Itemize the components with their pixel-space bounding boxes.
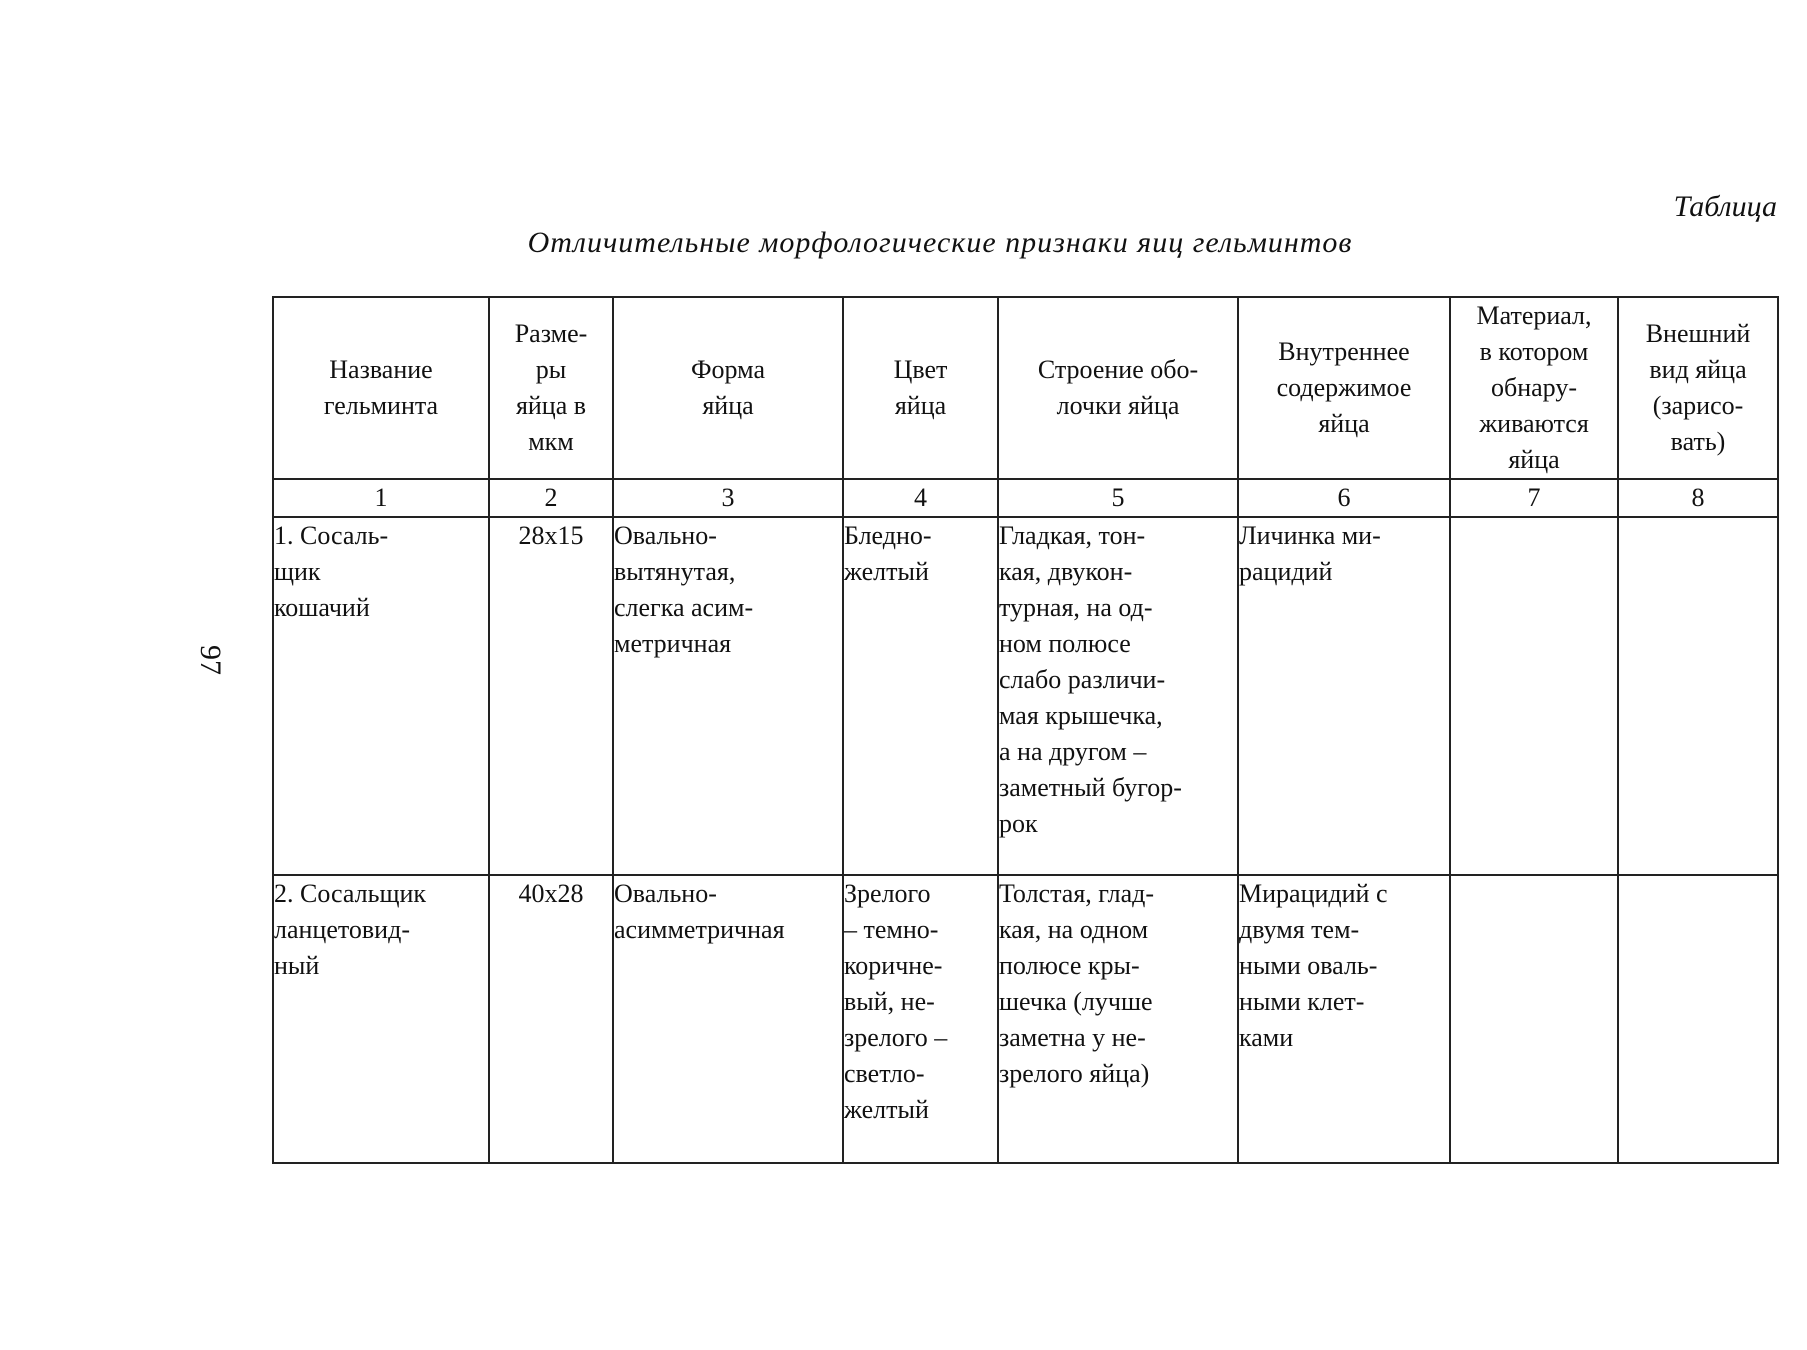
column-number: 5	[998, 479, 1238, 517]
column-number: 2	[489, 479, 613, 517]
header-cell: Строение обо- лочки яйца	[998, 297, 1238, 479]
header-cell: Название гельминта	[273, 297, 489, 479]
egg-appearance-cell	[1618, 875, 1778, 1163]
table-label: Таблица	[1673, 190, 1777, 223]
header-row	[273, 297, 1778, 479]
column-number-row	[273, 479, 1778, 517]
table-row	[273, 875, 1778, 1163]
egg-color-cell: Бледно- желтый	[843, 517, 998, 875]
column-number: 7	[1450, 479, 1618, 517]
column-number: 1	[273, 479, 489, 517]
helminth-eggs-table	[272, 296, 1779, 1164]
table-row	[273, 517, 1778, 875]
egg-appearance-cell	[1618, 517, 1778, 875]
header-cell: Материал, в котором обнару- живаются яйца	[1450, 297, 1618, 479]
helminth-name-cell: 2. Сосальщик ланцетовид- ный	[273, 875, 489, 1163]
egg-shell-cell: Гладкая, тон- кая, двукон- турная, на од- ном полюсе слабо различи- мая крышечка, а на другом – заметный бугор- рок	[998, 517, 1238, 875]
table-title: Отличительные морфологические признаки яиц гельминтов	[527, 226, 1353, 259]
egg-content-cell: Мирацидий с двумя тем- ными оваль- ными клет- ками	[1238, 875, 1450, 1163]
egg-shape-cell: Овально- асимметричная	[613, 875, 843, 1163]
egg-color-cell: Зрелого – темно- коричне- вый, не- зрелого – светло- желтый	[843, 875, 998, 1163]
egg-material-cell	[1450, 517, 1618, 875]
egg-shell-cell: Толстая, глад- кая, на одном полюсе кры- шечка (лучше заметна у не- зрелого яйца)	[998, 875, 1238, 1163]
header-cell: Цвет яйца	[843, 297, 998, 479]
header-cell: Внешний вид яйца (зарисо- вать)	[1618, 297, 1778, 479]
helminth-name-cell: 1. Сосаль- щик кошачий	[273, 517, 489, 875]
egg-shape-cell: Овально- вытянутая, слегка асим- метричная	[613, 517, 843, 875]
egg-size-cell: 40х28	[489, 875, 613, 1163]
page-number: 97	[194, 645, 227, 675]
header-cell: Форма яйца	[613, 297, 843, 479]
egg-size-cell: 28х15	[489, 517, 613, 875]
column-number: 6	[1238, 479, 1450, 517]
column-number: 3	[613, 479, 843, 517]
egg-content-cell: Личинка ми- рацидий	[1238, 517, 1450, 875]
column-number: 8	[1618, 479, 1778, 517]
egg-material-cell	[1450, 875, 1618, 1163]
column-number: 4	[843, 479, 998, 517]
header-cell: Внутреннее содержимое яйца	[1238, 297, 1450, 479]
header-cell: Разме- ры яйца в мкм	[489, 297, 613, 479]
